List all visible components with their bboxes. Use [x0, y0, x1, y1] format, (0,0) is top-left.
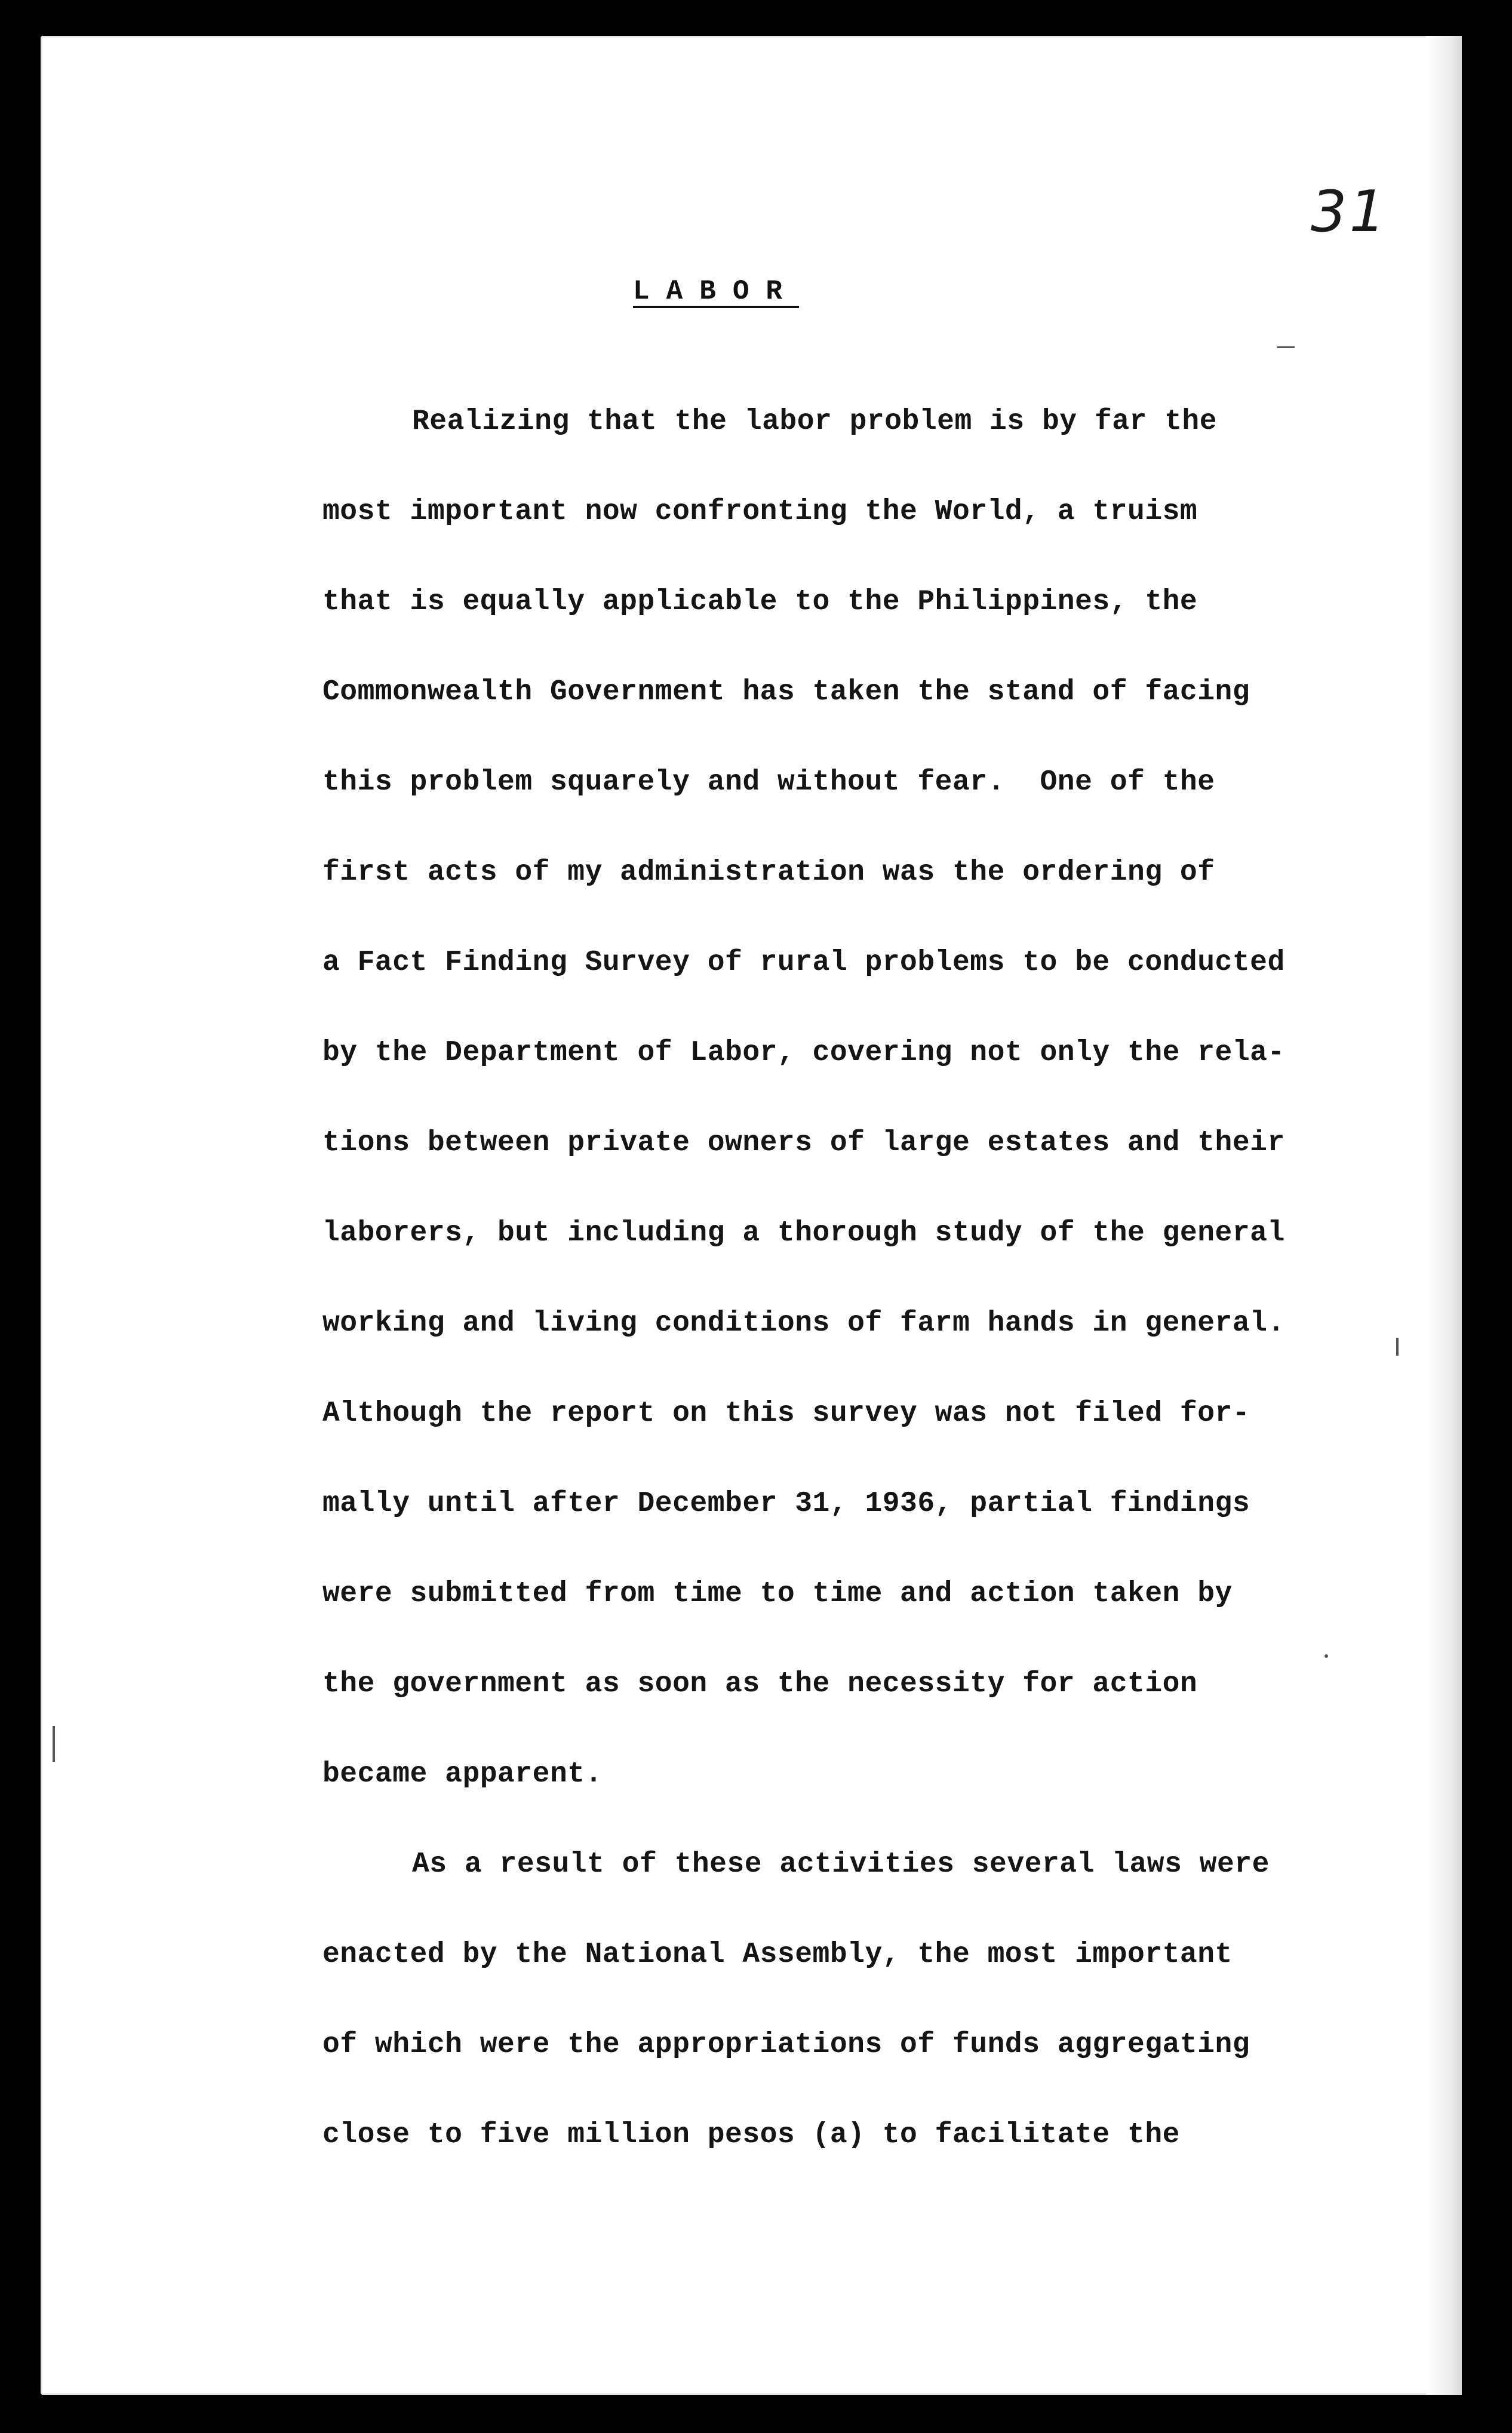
text-line: Commonwealth Government has taken the stand of facing	[322, 676, 1250, 708]
text-line: Realizing that the labor problem is by far the	[412, 406, 1218, 438]
text-line: first acts of my administration was the ordering of	[322, 856, 1215, 889]
text-line: that is equally applicable to the Philippines, the	[322, 586, 1198, 618]
text-line: tions between private owners of large estates and their	[322, 1127, 1285, 1159]
page-number: 31	[1311, 179, 1388, 245]
text-line: were submitted from time to time and action taken by	[322, 1578, 1233, 1610]
text-line: close to five million pesos (a) to facilitate the	[322, 2119, 1180, 2151]
page-edge	[1426, 36, 1462, 2395]
body-text	[322, 392, 1362, 2195]
text-line: by the Department of Labor, covering not only the rela-	[322, 1037, 1285, 1069]
page-title: LABOR	[633, 276, 800, 307]
text-line: the government as soon as the necessity for action	[322, 1668, 1198, 1700]
text-line: mally until after December 31, 1936, partial findings	[322, 1488, 1250, 1520]
text-line: laborers, but including a thorough study of the general	[322, 1217, 1285, 1249]
text-line: As a result of these activities several laws were	[412, 1848, 1270, 1881]
text-line: enacted by the National Assembly, the most important	[322, 1939, 1233, 1971]
scan-mark	[1396, 1338, 1399, 1356]
scan-mark	[1277, 346, 1295, 348]
text-line: most important now confronting the World, a truism	[322, 496, 1198, 528]
text-line: working and living conditions of farm hands in general.	[322, 1307, 1285, 1340]
text-line: a Fact Finding Survey of rural problems to be conducted	[322, 947, 1285, 979]
text-line: this problem squarely and without fear. One of the	[322, 766, 1215, 798]
scan-mark	[53, 1726, 55, 1762]
text-line: of which were the appropriations of funds aggregating	[322, 2029, 1250, 2061]
text-line: Although the report on this survey was not filed for-	[322, 1397, 1250, 1430]
text-line: became apparent.	[322, 1758, 603, 1790]
